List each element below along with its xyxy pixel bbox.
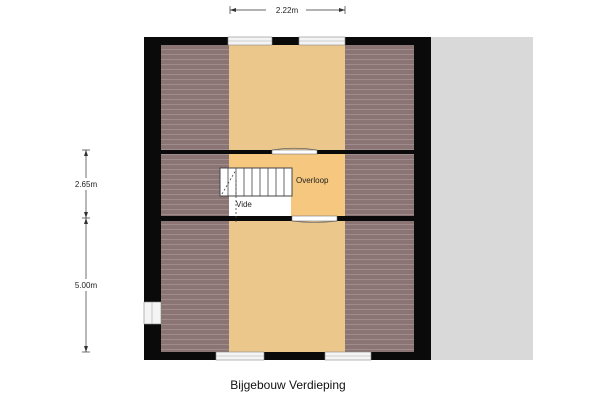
- dimension-width-label: 2.22m: [275, 6, 299, 15]
- window-bottom-left: [216, 352, 264, 360]
- window-side-left: [144, 302, 161, 324]
- sloped-roof-right-mid: [345, 154, 414, 216]
- floor-central-bottom: [229, 221, 345, 352]
- dimension-height-upper-label: 2.65m: [74, 180, 98, 189]
- sloped-roof-left-mid: [161, 154, 229, 216]
- window-top-right: [299, 37, 345, 45]
- sloped-roof-right-bottom: [345, 221, 414, 352]
- plan-caption: [0, 378, 600, 392]
- dimension-height-lower-label: 5.00m: [74, 281, 98, 290]
- sloped-roof-left-top: [161, 45, 229, 150]
- room-label-landing: Overloop: [296, 176, 329, 185]
- floor-central-top: [229, 45, 345, 150]
- room-label-void: Vide: [236, 200, 252, 209]
- window-top-left: [228, 37, 272, 45]
- window-bottom-right: [325, 352, 371, 360]
- adjacent-roof: [430, 37, 533, 360]
- sloped-roof-right-top: [345, 45, 414, 150]
- sloped-roof-left-bottom: [161, 221, 229, 352]
- plan-caption-text: Bijgebouw Verdieping: [230, 378, 346, 392]
